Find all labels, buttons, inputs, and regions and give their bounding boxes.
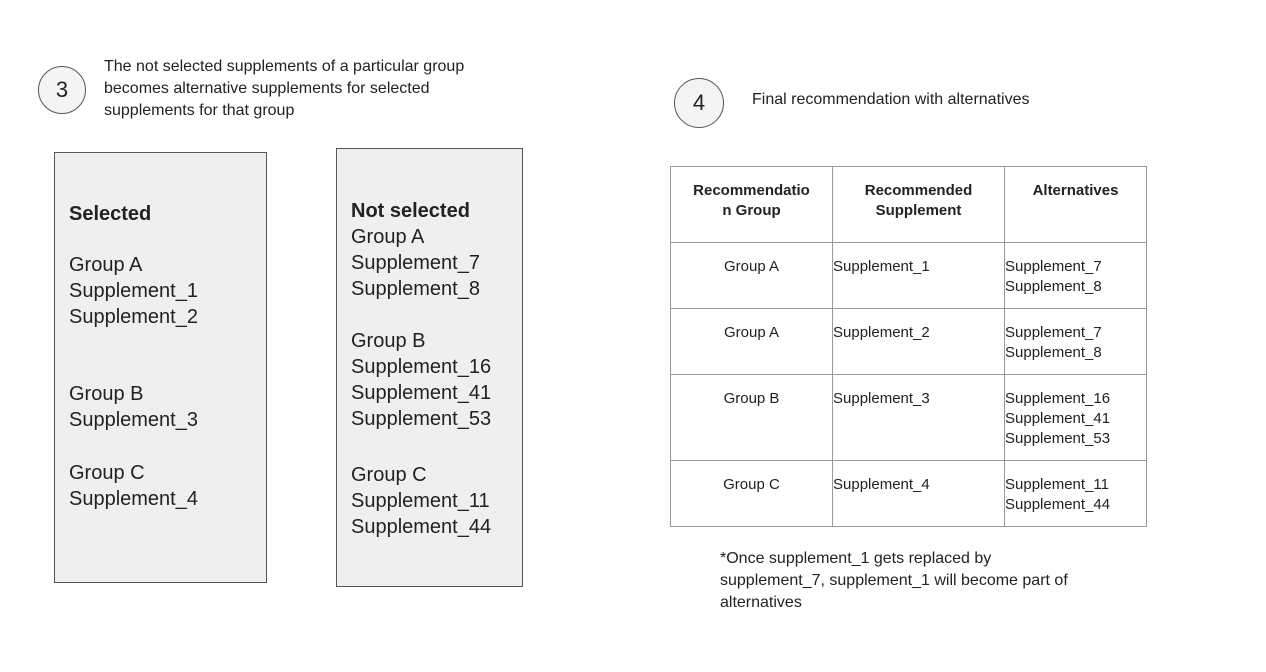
cell-supplement: Supplement_3	[833, 375, 1005, 461]
footnote-line: *Once supplement_1 gets replaced by	[720, 550, 992, 567]
cell-supplement: Supplement_4	[833, 461, 1005, 527]
footnote	[720, 548, 1068, 614]
step-4-badge	[674, 78, 724, 128]
step-3-number: 3	[55, 77, 69, 102]
header-recommendation-group: Recommendatio n Group	[671, 167, 833, 243]
step-3-text-line: supplements for that group	[104, 102, 295, 119]
supplement-item: Supplement_11	[351, 490, 490, 512]
step-3-text-line: becomes alternative supplements for selected	[104, 80, 430, 97]
cell-alternatives: Supplement_7 Supplement_8	[1005, 243, 1147, 309]
group-label: Group C	[351, 464, 427, 486]
cell-alternatives: Supplement_16 Supplement_41 Supplement_53	[1005, 375, 1147, 461]
table-row	[671, 243, 1147, 309]
table-row	[671, 375, 1147, 461]
supplement-item: Supplement_4	[69, 488, 198, 510]
supplement-item: Supplement_16	[351, 356, 492, 378]
group-label: Group A	[69, 254, 143, 276]
supplement-item: Supplement_44	[351, 516, 492, 538]
group-label: Group B	[69, 383, 144, 405]
group-label: Group A	[351, 226, 425, 248]
cell-alternatives: Supplement_11 Supplement_44	[1005, 461, 1147, 527]
table-row	[671, 461, 1147, 527]
selected-heading: Selected	[69, 203, 152, 225]
supplement-item: Supplement_2	[69, 306, 198, 328]
cell-group: Group C	[671, 461, 833, 527]
group-label: Group B	[351, 330, 426, 352]
selected-group-c	[69, 460, 198, 512]
table-header-row	[671, 167, 1147, 243]
selected-box	[54, 152, 267, 583]
selected-group-b	[69, 381, 198, 433]
supplement-item: Supplement_7	[351, 252, 480, 274]
supplement-item: Supplement_1	[69, 280, 198, 302]
recommendation-table	[670, 166, 1147, 527]
not-selected-group-c	[351, 462, 491, 540]
cell-alternatives: Supplement_7 Supplement_8	[1005, 309, 1147, 375]
step-3-text-line: The not selected supplements of a particular group	[104, 58, 465, 75]
not-selected-heading: Not selected	[351, 200, 470, 222]
cell-supplement: Supplement_2	[833, 309, 1005, 375]
header-alternatives: Alternatives	[1005, 167, 1147, 243]
supplement-item: Supplement_53	[351, 408, 492, 430]
supplement-item: Supplement_8	[351, 278, 480, 300]
supplement-item: Supplement_3	[69, 409, 198, 431]
cell-group: Group A	[671, 243, 833, 309]
step-4-description: Final recommendation with alternatives	[752, 91, 1030, 108]
step-3-badge	[38, 66, 86, 114]
not-selected-group-b	[351, 328, 491, 432]
step-3-description	[104, 56, 464, 122]
table-row	[671, 309, 1147, 375]
cell-supplement: Supplement_1	[833, 243, 1005, 309]
footnote-line: supplement_7, supplement_1 will become part of	[720, 572, 1068, 589]
cell-group: Group A	[671, 309, 833, 375]
not-selected-group-a	[351, 198, 480, 302]
supplement-item: Supplement_41	[351, 382, 492, 404]
step-4-number: 4	[692, 90, 706, 115]
group-label: Group C	[69, 462, 145, 484]
cell-group: Group B	[671, 375, 833, 461]
header-recommended-supplement: Recommended Supplement	[833, 167, 1005, 243]
footnote-line: alternatives	[720, 594, 802, 611]
not-selected-box	[336, 148, 523, 587]
selected-group-a	[69, 252, 198, 330]
